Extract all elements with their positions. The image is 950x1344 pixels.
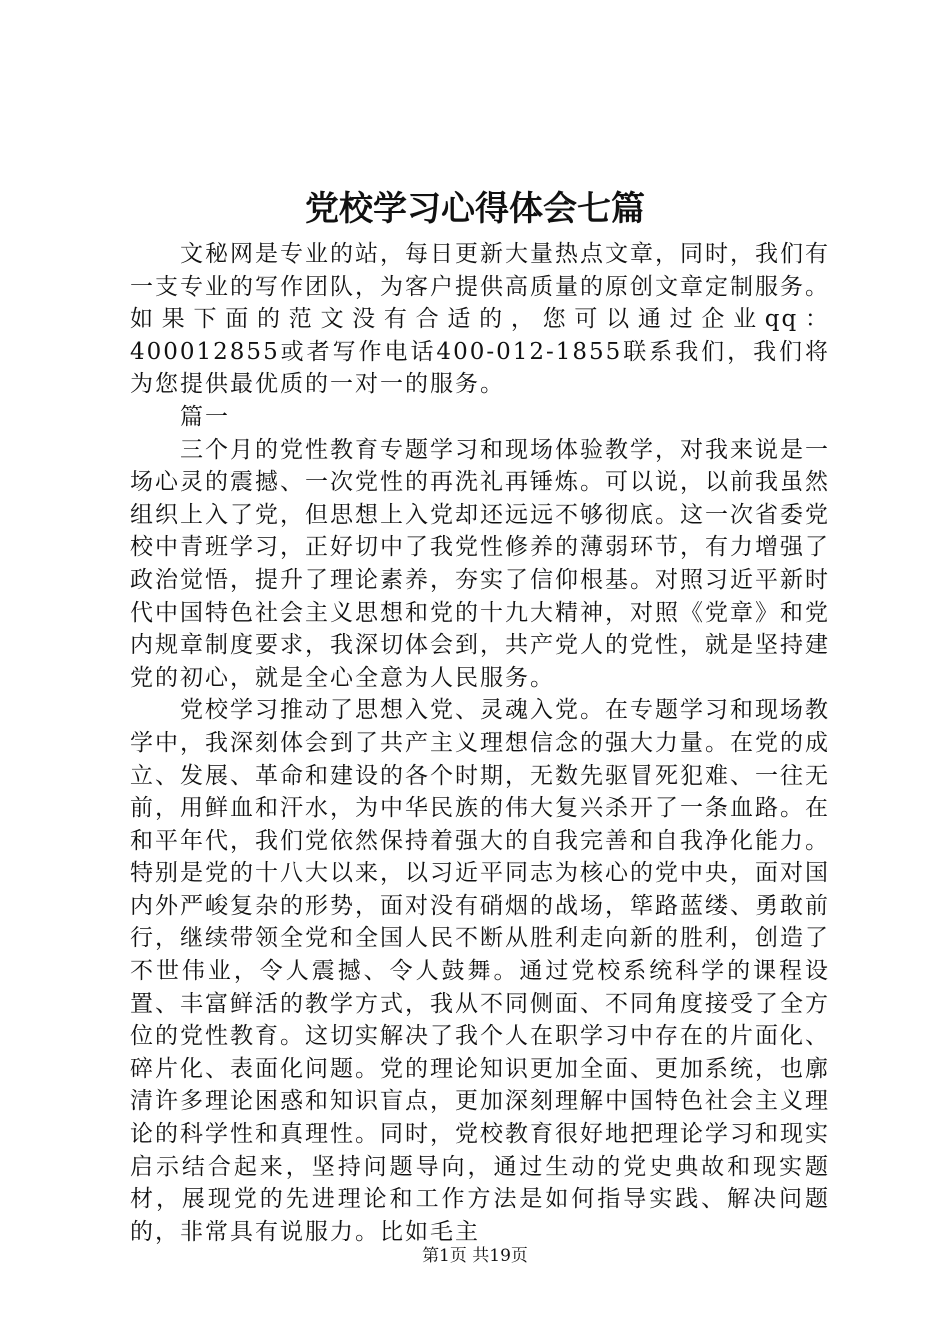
page-number-footer: 第1页 共19页	[422, 1246, 528, 1266]
section-label: 篇一	[180, 403, 230, 430]
body-paragraph-1: 三个月的党性教育专题学习和现场体验教学，对我来说是一场心灵的震撼、一次党性的再洗礼再锤炼。可以说，以前我虽然组织上入了党，但思想上入党却还远远不够彻底。这一次省委党校中青班学习，正好切中了我党性修养的薄弱环节，有力增强了政治觉悟，提升了理论素养，夯实了信仰根基。对照习近平新时代中国特色社会主义思想和党的十九大精神，对照《党章》和党内规章制度要求，我深切体会到，共产党人的党性，就是坚持建党的初心，就是全心全意为人民服务。	[130, 436, 830, 691]
body-paragraph-2: 党校学习推动了思想入党、灵魂入党。在专题学习和现场教学中，我深刻体会到了共产主义理想信念的强大力量。在党的成立、发展、革命和建设的各个时期，无数先驱冒死犯难、一往无前，用鲜血和汗水，为中华民族的伟大复兴杀开了一条血路。在和平年代，我们党依然保持着强大的自我完善和自我净化能力。特别是党的十八大以来，以习近平同志为核心的党中央，面对国内外严峻复杂的形势，面对没有硝烟的战场，筚路蓝缕、勇敢前行，继续带领全党和全国人民不断从胜利走向新的胜利，创造了不世伟业，令人震撼、令人鼓舞。通过党校系统科学的课程设置、丰富鲜活的教学方式，我从不同侧面、不同角度接受了全方位的党性教育。这切实解决了我个人在职学习中存在的片面化、碎片化、表面化问题。党的理论知识更加全面、更加系统，也廓清许多理论困惑和知识盲点，更加深刻理解中国特色社会主义理论的科学性和真理性。同时，党校教育很好地把理论学习和现实启示结合起来，坚持问题导向，通过生动的党史典故和现实题材，展现党的先进理论和工作方法是如何指导实践、解决问题的，非常具有说服力。比如毛主	[130, 697, 830, 1245]
document-body	[130, 238, 830, 1248]
intro-paragraph: 文秘网是专业的站，每日更新大量热点文章，同时，我们有一支专业的写作团队，为客户提供高质量的原创文章定制服务。如果下面的范文没有合适的，您可以通过企业qq：400012855或者写作电话400-012-1855联系我们，我们将为您提供最优质的一对一的服务。	[130, 241, 830, 398]
document-title: 党校学习心得体会七篇	[305, 189, 645, 229]
